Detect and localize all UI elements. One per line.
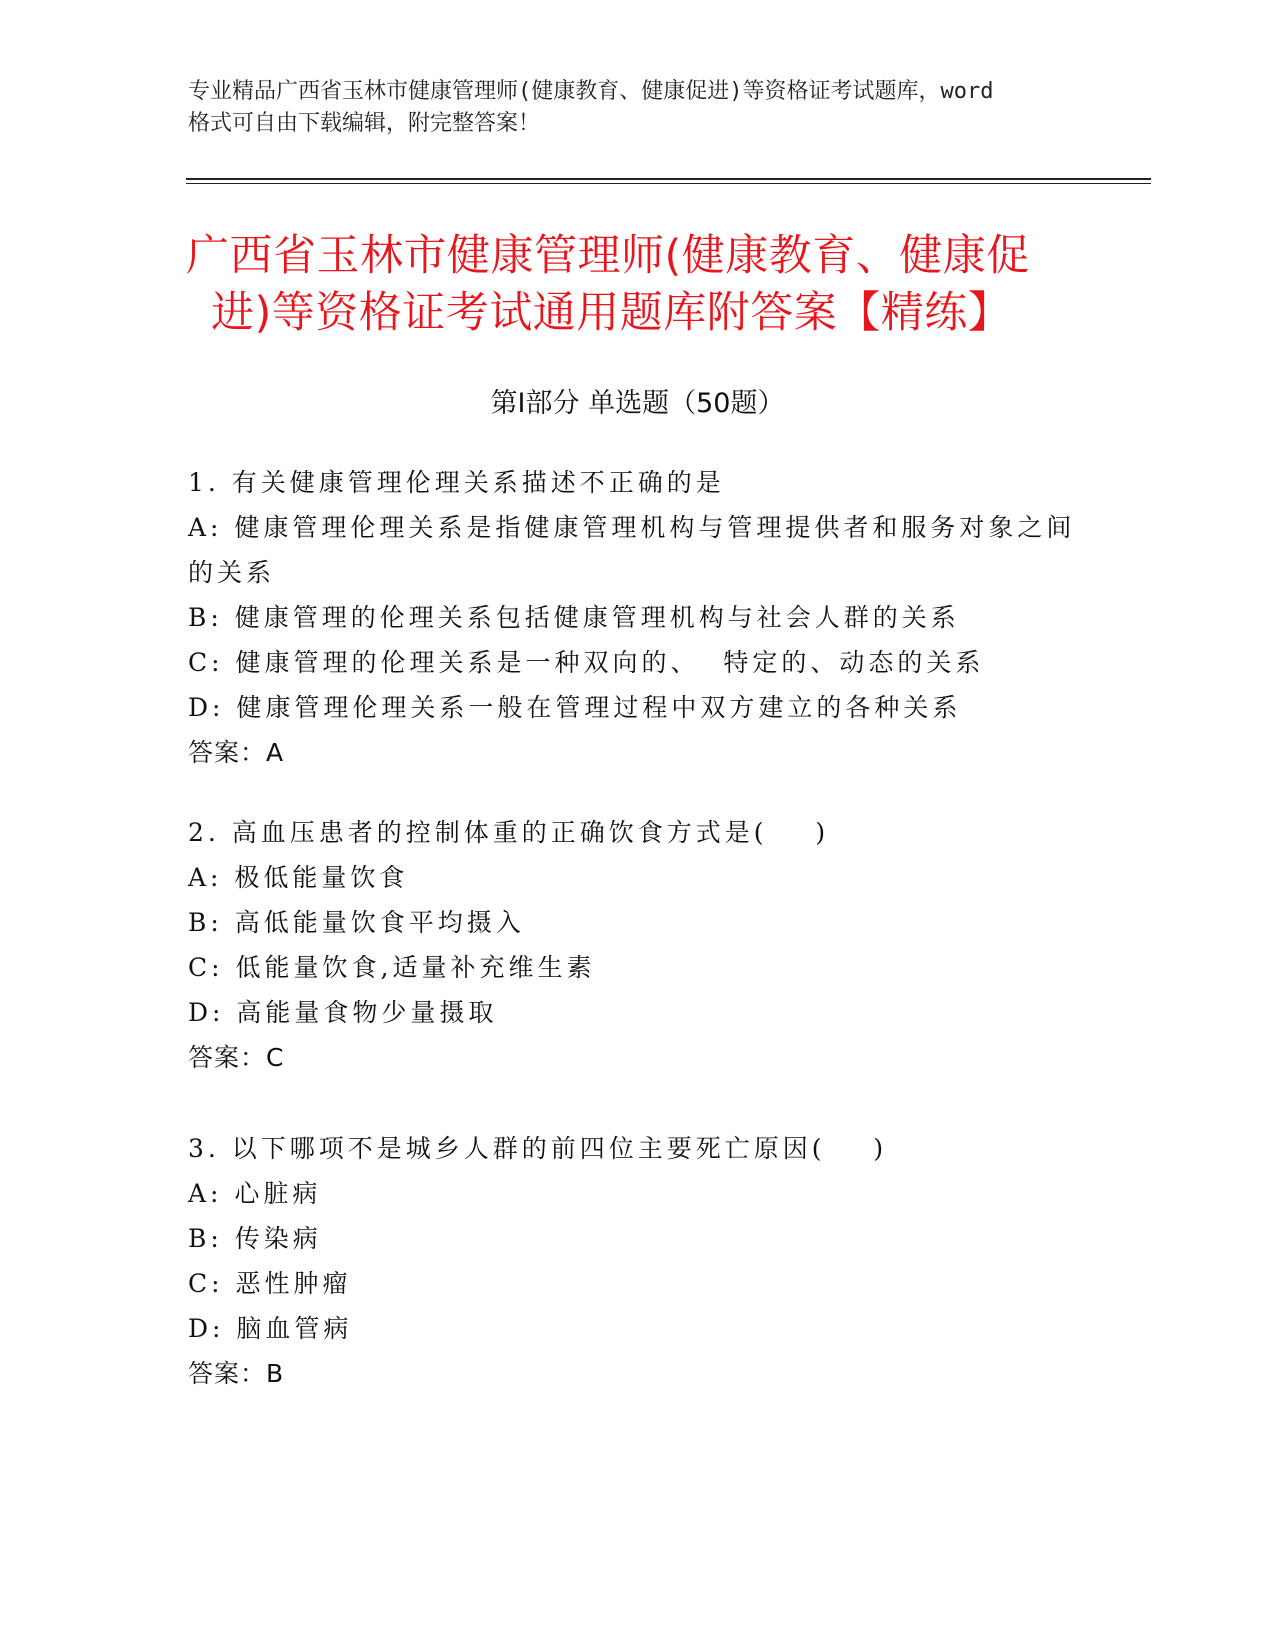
header-divider-thin [186,183,1151,184]
document-title-line-1: 广西省玉林市健康管理师(健康教育、健康促 [186,231,1030,281]
option-a: A: 极低能量饮食 [188,863,409,892]
header-divider-thick [186,178,1151,180]
question-stem: 3. 以下哪项不是城乡人群的前四位主要死亡原因( ) [188,1134,888,1163]
answer-label: 答案：A [188,738,285,767]
question-stem: 2. 高血压患者的控制体重的正确饮食方式是( ) [188,818,830,847]
header-note-line-1: 专业精品广西省玉林市健康管理师(健康教育、健康促进)等资格证考试题库，word [188,79,994,104]
header-note-line-2: 格式可自由下载编辑，附完整答案！ [188,111,541,136]
answer-label: 答案：C [188,1043,285,1072]
document-title [186,228,1116,342]
option-c: C: 低能量饮食,适量补充维生素 [188,953,596,982]
question-item-2 [188,810,1088,1080]
option-b: B: 传染病 [188,1224,322,1253]
answer-label: 答案：B [188,1359,285,1388]
document-header-note [188,76,1088,140]
option-c: C: 健康管理的伦理关系是一种双向的、 特定的、动态的关系 [188,648,985,677]
option-c: C: 恶性肿瘤 [188,1269,352,1298]
option-d: D: 脑血管病 [188,1314,353,1343]
option-b: B: 高低能量饮食平均摄入 [188,908,525,937]
question-item-1 [188,460,1088,775]
option-a: A: 健康管理伦理关系是指健康管理机构与管理提供者和服务对象之间的关系 [188,513,1076,587]
option-a: A: 心脏病 [188,1179,322,1208]
question-item-3 [188,1126,1088,1396]
document-title-line-2: 进)等资格证考试通用题库附答案【精练】 [211,288,1012,338]
question-stem: 1. 有关健康管理伦理关系描述不正确的是 [188,468,725,497]
option-b: B: 健康管理的伦理关系包括健康管理机构与社会人群的关系 [188,603,960,632]
option-d: D: 高能量食物少量摄取 [188,998,498,1027]
section-heading: 第Ⅰ部分 单选题（50题） [490,388,785,419]
option-d: D: 健康管理伦理关系一般在管理过程中双方建立的各种关系 [188,693,962,722]
